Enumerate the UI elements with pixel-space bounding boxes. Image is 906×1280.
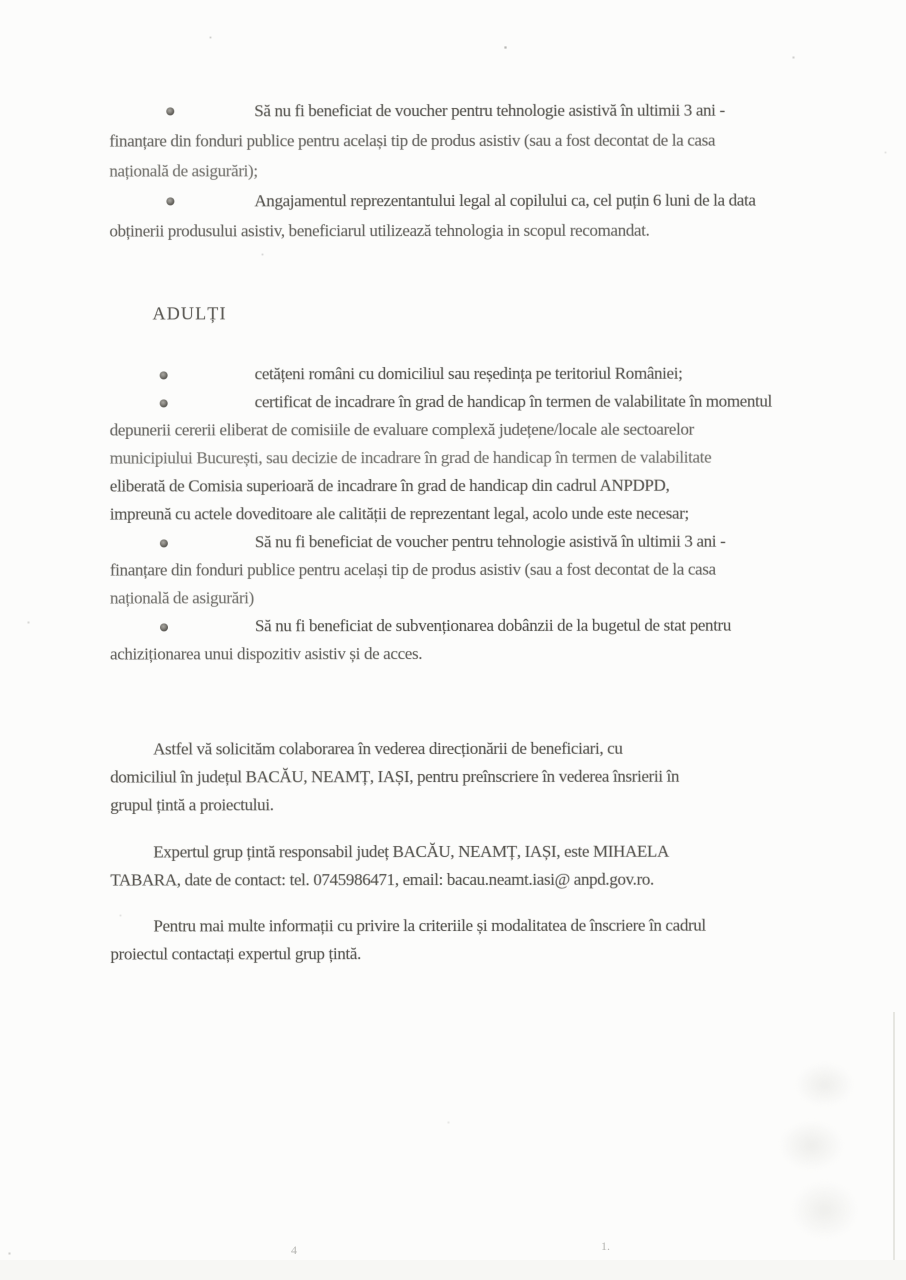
adults-section-heading: ADULȚI [152, 303, 227, 324]
bullet-line [110, 387, 870, 416]
text-line: națională de asigurări) [109, 588, 254, 608]
text-line: grupul țintă a proiectului. [110, 795, 274, 815]
bullet-text: cetățeni români cu domiciliul sau reședința pe teritoriul României; [254, 363, 683, 384]
bullet-line [109, 185, 869, 216]
bullet-icon [166, 107, 174, 115]
bullet-text: Angajamentul reprezentantului legal al copilului ca, cel puțin 6 luni de la data [254, 190, 756, 211]
bullet-line [110, 527, 870, 556]
scan-smudge-artifact [763, 1058, 873, 1248]
text-line: eliberată de Comisia superioară de incadrare în grad de handicap din cadrul ANPDPD, [109, 475, 670, 496]
list-item [110, 387, 870, 528]
closing-paragraph-request [110, 734, 870, 819]
list-item [110, 611, 870, 668]
bullet-text: Să nu fi beneficiat de subvenționarea dobânzii de la bugetul de stat pentru [254, 615, 732, 636]
text-line: Expertul grup țintă responsabil județ BACĂU, NEAMȚ, IAȘI, este MIHAELA [153, 841, 669, 862]
scan-bottom-edge [0, 1260, 906, 1280]
bullet-line [109, 95, 869, 126]
scan-edge-line [893, 1012, 895, 1260]
text-line: TABARA, date de contact: tel. 0745986471, email: bacau.neamt.iasi@ anpd.gov.ro. [110, 869, 654, 890]
bullet-text: certificat de incadrare în grad de handicap în termen de valabilitate în momentul [254, 391, 772, 412]
list-item [110, 359, 870, 388]
text-line: depunerii cererii eliberat de comisiile de evaluare complexă județene/locale ale sectoarelor [109, 419, 694, 440]
bullet-icon [160, 399, 168, 407]
scan-noise [0, 0, 1, 1]
text-line: achiziționarea unui dispozitiv asistiv și de acces. [110, 644, 423, 664]
bullet-icon [160, 539, 168, 547]
text-line: obținerii produsului asistiv, beneficiarul utilizează tehnologia in scopul recomandat. [109, 220, 650, 241]
text-line: națională de asigurări); [109, 161, 258, 181]
bullet-text: Să nu fi beneficiat de voucher pentru tehnologie asistivă în ultimii 3 ani - [254, 531, 726, 552]
footer-faint-mark: 4 [291, 1243, 297, 1257]
text-line: Astfel vă solicităm colaborarea în vederea direcționării de beneficiari, cu [153, 738, 623, 759]
bullet-icon [160, 623, 168, 631]
text-line: municipiului București, sau decizie de incadrare în grad de handicap în termen de valabilitate [109, 447, 712, 468]
adults-criteria-bullet-list [110, 359, 870, 668]
bullet-icon [166, 197, 174, 205]
text-line: finanțare din fonduri publice pentru același tip de produs asistiv (sau a fost decontat de la casa [109, 130, 716, 151]
list-item [109, 185, 869, 246]
bullet-text: Să nu fi beneficiat de voucher pentru tehnologie asistivă în ultimii 3 ani - [254, 100, 725, 121]
text-line: finanțare din fonduri publice pentru același tip de produs asistiv (sau a fost decontat de la casa [109, 559, 716, 580]
bullet-icon [160, 371, 168, 379]
text-line: domiciliul în județul BACĂU, NEAMȚ, IAȘI, pentru preînscriere în vederea însrierii în [110, 766, 680, 787]
bullet-line [110, 359, 870, 388]
text-line: impreună cu actele doveditoare ale calității de reprezentant legal, acolo unde este necesar; [109, 503, 689, 524]
bullet-line [110, 611, 870, 640]
list-item [109, 95, 869, 186]
text-line: Pentru mai multe informații cu privire la criteriile și modalitatea de înscriere în cadrul [153, 915, 706, 936]
minors-criteria-bullet-list [109, 95, 869, 246]
list-item [110, 527, 870, 612]
footer-faint-mark: 1. [601, 1239, 610, 1253]
closing-paragraph-info [110, 911, 870, 968]
closing-paragraph-contact [110, 837, 870, 894]
text-line: proiectul contactați expertul grup țintă. [110, 944, 361, 964]
